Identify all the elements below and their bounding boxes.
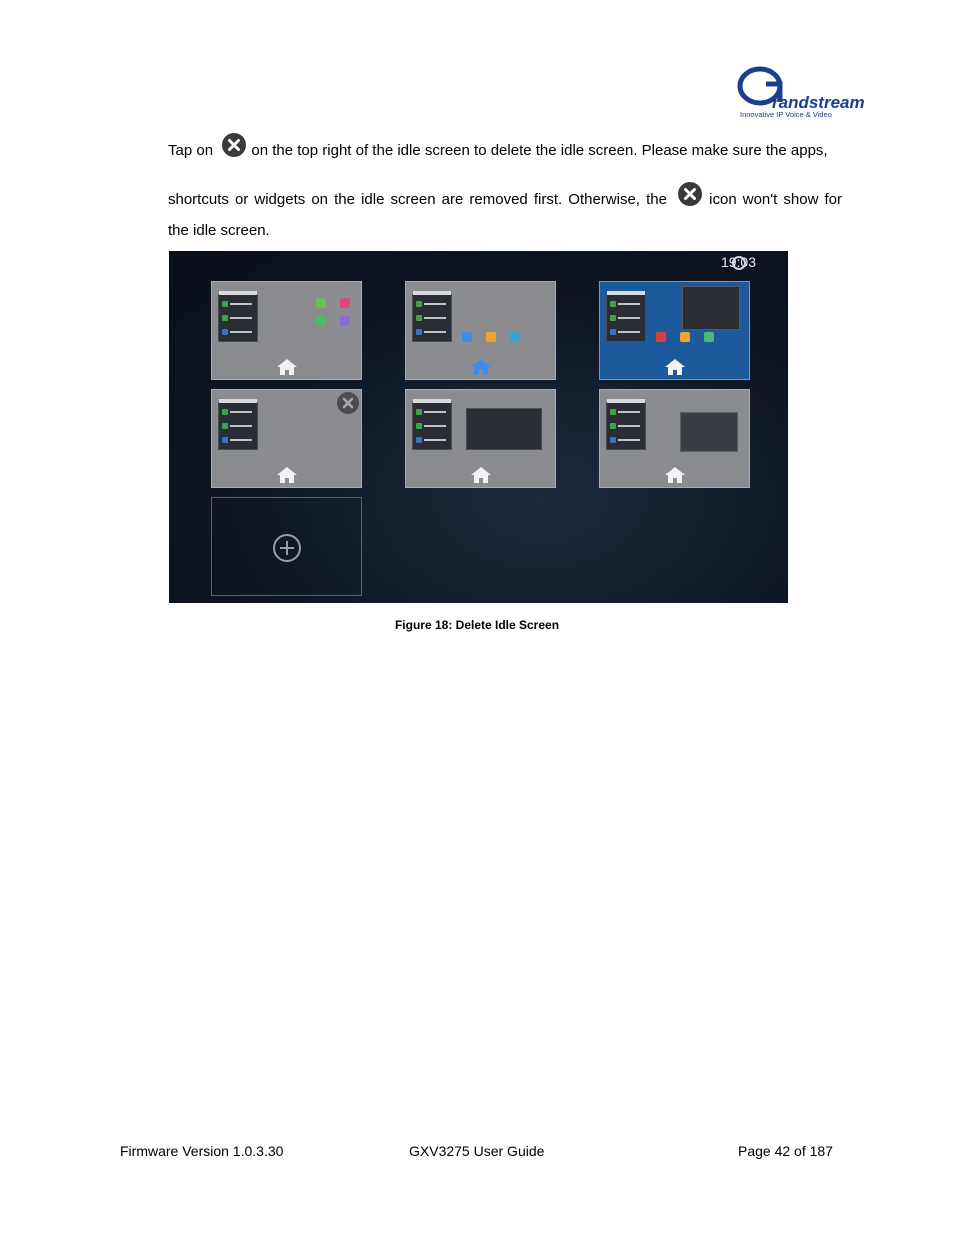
footer-firmware: Firmware Version 1.0.3.30 [120,1143,284,1159]
app-icon [656,332,666,342]
close-circle-icon [678,182,702,206]
widget-thumbnail [412,294,452,342]
widget-thumbnail [218,294,258,342]
app-icon [316,316,326,326]
close-circle-icon [222,133,246,157]
home-icon [470,358,492,376]
footer-page: Page 42 of 187 [738,1143,833,1159]
app-icon [462,332,472,342]
idle-screen-panel-6[interactable] [599,389,750,488]
app-icon [680,332,690,342]
idle-screen-screenshot [169,251,788,603]
home-icon [276,358,298,376]
idle-screen-panel-3[interactable] [599,281,750,380]
add-icon [272,533,302,563]
widget-thumbnail [218,402,258,450]
widget-thumbnail [682,286,740,330]
app-icon [486,332,496,342]
close-icon [337,392,359,414]
app-icon [340,316,350,326]
line2-after: icon won't show for [709,191,843,208]
weather-widget [680,412,738,452]
widget-thumbnail [606,402,646,450]
app-icon [704,332,714,342]
figure-caption: Figure 18: Delete Idle Screen [394,618,560,632]
app-icon [316,298,326,308]
idle-screen-panel-4[interactable] [211,389,362,488]
idle-screen-panel-2[interactable] [405,281,556,380]
app-icon [340,298,350,308]
home-icon [276,466,298,484]
svg-text:randstream: randstream [772,93,865,112]
instruction-line-2 [168,190,842,210]
footer-title: GXV3275 User Guide [409,1143,545,1159]
widget-thumbnail [412,402,452,450]
line1-before: Tap on [168,142,214,159]
idle-screen-panel-1[interactable] [211,281,362,380]
home-icon [664,466,686,484]
status-clock: 19:03 [720,254,756,270]
grandstream-logo [736,62,865,120]
delete-screen-button[interactable] [337,392,359,414]
svg-text:Innovative IP Voice & Video: Innovative IP Voice & Video [740,110,832,119]
instruction-line-1 [168,141,842,161]
logo-graphic [736,62,865,120]
add-idle-screen-button[interactable] [211,497,362,596]
line2-before: shortcuts or widgets on the idle screen are removed first. Otherwise, the [168,191,667,208]
instruction-line-3: the idle screen. [168,222,270,239]
widget-thumbnail [466,408,542,450]
app-icon [510,332,520,342]
idle-screen-panel-5[interactable] [405,389,556,488]
home-icon [664,358,686,376]
home-icon [470,466,492,484]
line1-after: on the top right of the idle screen to delete the idle screen. Please make sure the apps, [251,142,828,159]
widget-thumbnail [606,294,646,342]
